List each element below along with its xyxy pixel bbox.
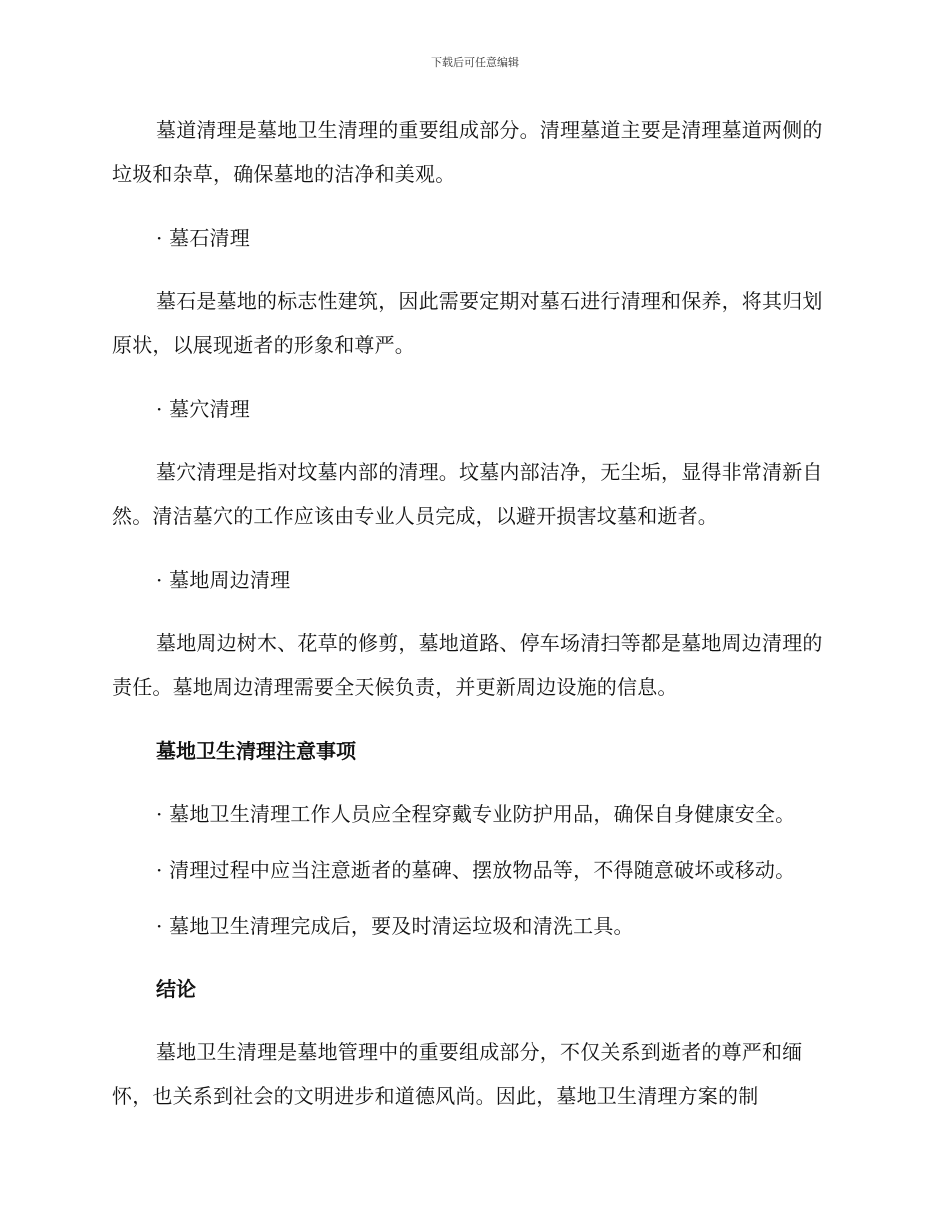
bullet-grave-cleaning: · 墓穴清理 [156, 397, 250, 421]
document-body [112, 108, 832, 1138]
heading-conclusion: 结论 [156, 977, 196, 1001]
heading-precautions: 墓地卫生清理注意事项 [156, 739, 356, 763]
bullet-tombstone-cleaning: · 墓石清理 [156, 226, 250, 250]
bullet-surroundings-cleaning: · 墓地周边清理 [156, 568, 291, 592]
paragraph-grave: 墓穴清理是指对坟墓内部的清理。坟墓内部洁净，无尘垢，显得非常清新自然。清洁墓穴的工作应该由专业人员完成，以避开损害坟墓和逝者。 [112, 460, 823, 528]
paragraph-path-cleaning: 墓道清理是墓地卫生清理的重要组成部分。清理墓道主要是清理墓道两侧的垃圾和杂草，确保墓地的洁净和美观。 [112, 118, 823, 186]
note-respect-items: · 清理过程中应当注意逝者的墓碑、摆放物品等，不得随意破坏或移动。 [156, 858, 796, 882]
page-header-note: 下载后可任意编辑 [431, 56, 519, 69]
note-protective-gear: · 墓地卫生清理工作人员应全程穿戴专业防护用品，确保自身健康安全。 [156, 802, 796, 826]
paragraph-conclusion: 墓地卫生清理是墓地管理中的重要组成部分，不仅关系到逝者的尊严和缅怀，也关系到社会的文明进步和道德风尚。因此，墓地卫生清理方案的制 [112, 1040, 803, 1108]
note-clean-tools: · 墓地卫生清理完成后，要及时清运垃圾和清洗工具。 [156, 914, 634, 938]
paragraph-surroundings: 墓地周边树木、花草的修剪，墓地道路、停车场清扫等都是墓地周边清理的责任。墓地周边清理需要全天候负责，并更新周边设施的信息。 [112, 631, 823, 699]
paragraph-tombstone: 墓石是墓地的标志性建筑，因此需要定期对墓石进行清理和保养，将其归划原状，以展现逝者的形象和尊严。 [112, 289, 823, 357]
